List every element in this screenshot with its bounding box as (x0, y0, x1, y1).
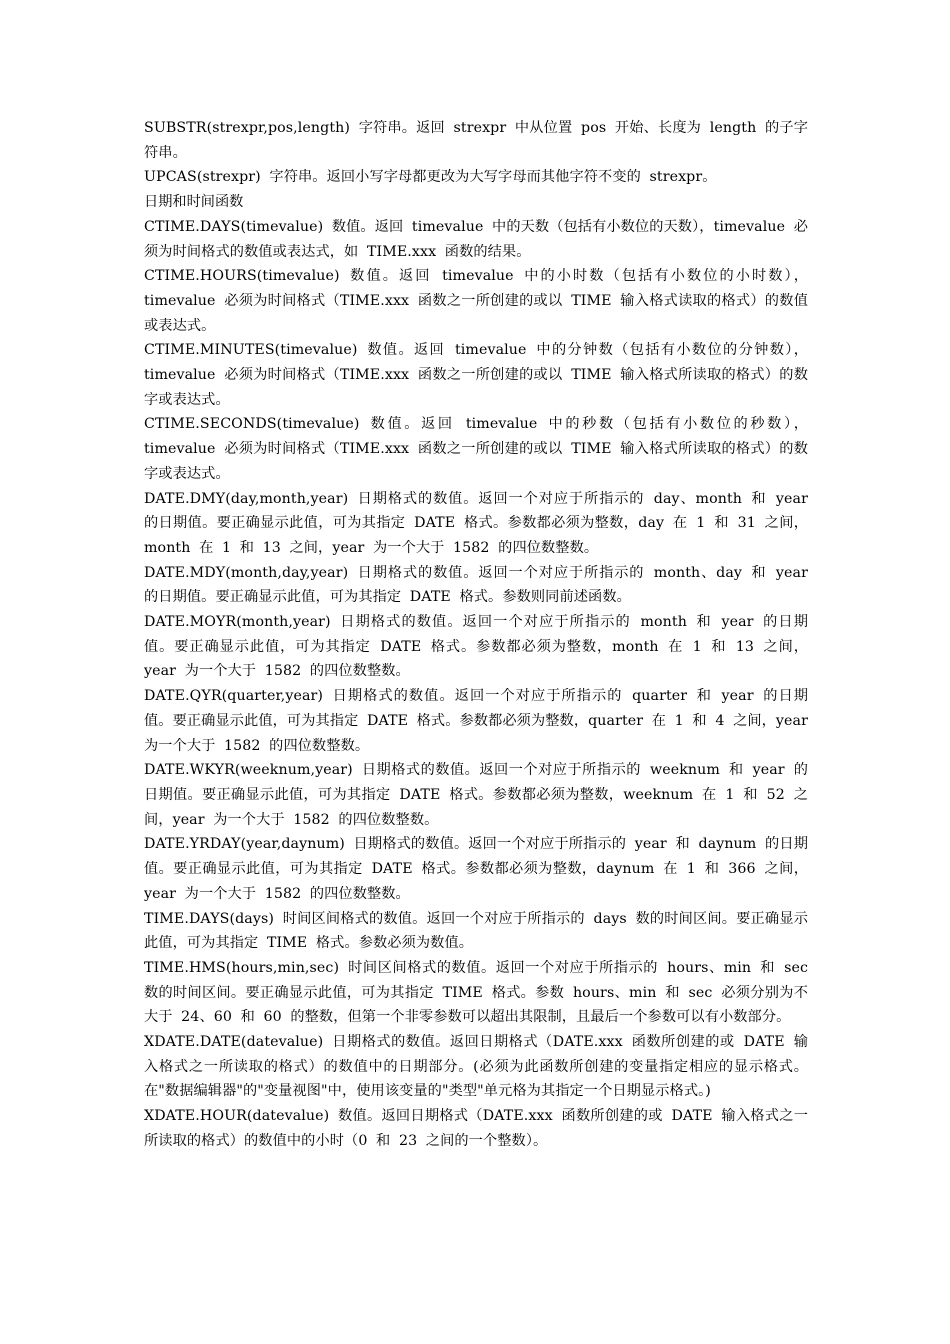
paragraph-date-qyr: DATE.QYR(quarter,year) 日期格式的数值。返回一个对应于所指示的 quarter 和 year 的日期值。要正确显示此值，可为其指定 DATE 格式。参数都必须为整数，quarter 在 1 和 4 之间，year 为一个大于 1582 的四位数整数。 (144, 688, 808, 754)
paragraph-ctime-hours: CTIME.HOURS(timevalue) 数值。返回 timevalue 中的小时数（包括有小数位的小时数），timevalue 必须为时间格式（TIME.xxx 函数之一所创建的或以 TIME 输入格式读取的格式）的数值或表达式。 (144, 268, 808, 334)
section-heading-date-time-functions: 日期和时间函数 (144, 194, 244, 211)
paragraph-date-yrday: DATE.YRDAY(year,daynum) 日期格式的数值。返回一个对应于所指示的 year 和 daynum 的日期值。要正确显示此值，可为其指定 DATE 格式。参数都必须为整数，daynum 在 1 和 366 之间，year 为一个大于 1582 的四位数整数。 (144, 836, 808, 902)
paragraph-time-hms: TIME.HMS(hours,min,sec) 时间区间格式的数值。返回一个对应于所指示的 hours、min 和 sec 数的时间区间。要正确显示此值，可为其指定 TIME 格式。参数 hours、min 和 sec 必须分别为不大于 24、60 和 60 的整数，但第一个非零参数可以超出其限制，且最后一个参数可以有小数部分。 (144, 959, 808, 1026)
paragraph-ctime-minutes: CTIME.MINUTES(timevalue) 数值。返回 timevalue 中的分钟数（包括有小数位的分钟数），timevalue 必须为时间格式（TIME.xxx 函数之一所创建的或以 TIME 输入格式所读取的格式）的数字或表达式。 (144, 342, 808, 408)
paragraph-xdate-date: XDATE.DATE(datevalue) 日期格式的数值。返回日期格式（DATE.xxx 函数所创建的或 DATE 输入格式之一所读取的格式）的数值中的日期部分。(必须为此函数所创建的变量指定相应的显示格式。在"数据编辑器"的"变量视图"中，使用该变量的"类型"单元格为其指定一个日期显示格式。) (144, 1034, 808, 1100)
paragraph-date-wkyr: DATE.WKYR(weeknum,year) 日期格式的数值。返回一个对应于所指示的 weeknum 和 year 的日期值。要正确显示此值，可为其指定 DATE 格式。参数都必须为整数，weeknum 在 1 和 52 之间，year 为一个大于 1582 的四位数整数。 (144, 762, 808, 828)
paragraph-time-days: TIME.DAYS(days) 时间区间格式的数值。返回一个对应于所指示的 days 数的时间区间。要正确显示此值，可为其指定 TIME 格式。参数必须为数值。 (144, 910, 808, 952)
document-page (144, 116, 808, 1154)
paragraph-upcas: UPCAS(strexpr) 字符串。返回小写字母都更改为大写字母而其他字符不变的 strexpr。 (144, 169, 717, 186)
paragraph-ctime-days: CTIME.DAYS(timevalue) 数值。返回 timevalue 中的天数（包括有小数位的天数），timevalue 必须为时间格式的数值或表达式，如 TIME.xxx 函数的结果。 (144, 218, 808, 260)
paragraph-substr: SUBSTR(strexpr,pos,length) 字符串。返回 strexpr 中从位置 pos 开始、长度为 length 的子字符串。 (144, 120, 808, 161)
paragraph-date-dmy: DATE.DMY(day,month,year) 日期格式的数值。返回一个对应于所指示的 day、month 和 year 的日期值。要正确显示此值，可为其指定 DATE 格式。参数都必须为整数，day 在 1 和 31 之间，month 在 1 和 13 之间，year 为一个大于 1582 的四位数整数。 (144, 490, 808, 556)
paragraph-date-mdy: DATE.MDY(month,day,year) 日期格式的数值。返回一个对应于所指示的 month、day 和 year 的日期值。要正确显示此值，可为其指定 DATE 格式。参数则同前述函数。 (144, 564, 808, 606)
paragraph-xdate-hour: XDATE.HOUR(datevalue) 数值。返回日期格式（DATE.xxx 函数所创建的或 DATE 输入格式之一所读取的格式）的数值中的小时（0 和 23 之间的一个整数）。 (144, 1108, 808, 1149)
paragraph-date-moyr: DATE.MOYR(month,year) 日期格式的数值。返回一个对应于所指示的 month 和 year 的日期值。要正确显示此值，可为其指定 DATE 格式。参数都必须为整数，month 在 1 和 13 之间，year 为一个大于 1582 的四位数整数。 (144, 614, 808, 680)
paragraph-ctime-seconds: CTIME.SECONDS(timevalue) 数值。返回 timevalue 中的秒数（包括有小数位的秒数），timevalue 必须为时间格式（TIME.xxx 函数之一所创建的或以 TIME 输入格式所读取的格式）的数字或表达式。 (144, 416, 808, 482)
